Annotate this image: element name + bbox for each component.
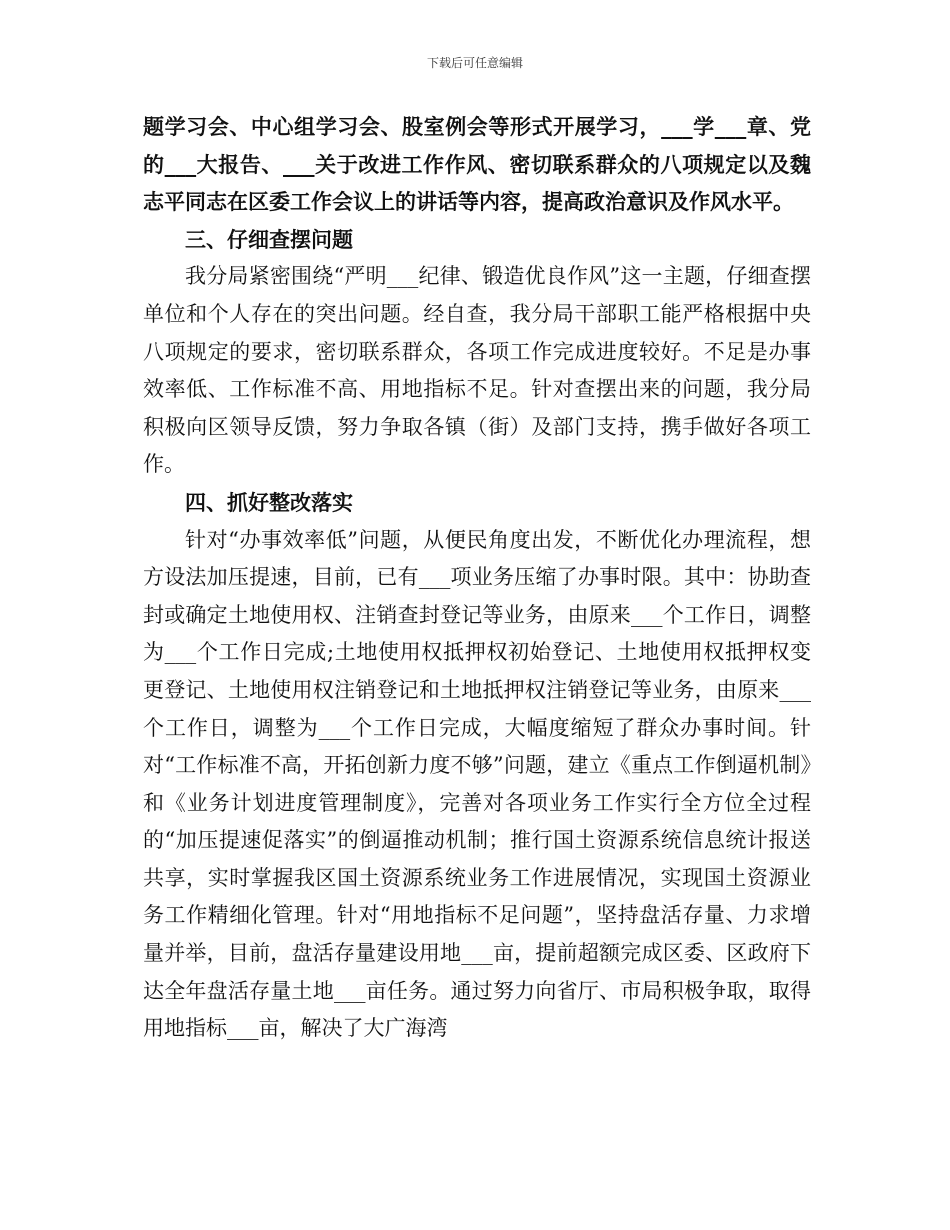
intro-paragraph: 题学习会、中心组学习会、股室例会等形式开展学习，___学___章、党的___大报告、___关于改进工作作风、密切联系群众的八项规定以及魏志平同志在区委工作会议上的讲话等内容，提高政治意识及作风水平。 xyxy=(143,114,811,215)
section-heading-4: 四、抓好整改落实 xyxy=(185,489,353,515)
document-body xyxy=(143,108,811,1048)
page-header-note: 下载后可任意编辑 xyxy=(426,56,523,70)
section-3-paragraph: 我分局紧密围绕“严明___纪律、锻造优良作风”这一主题，仔细查摆单位和个人存在的突出问题。经自查，我分局干部职工能严格根据中央八项规定的要求，密切联系群众，各项工作完成进度较好。不足是办事效率低、工作标准不高、用地指标不足。针对查摆出来的问题，我分局积极向区领导反馈，努力争取各镇（街）及部门支持，携手做好各项工作。 xyxy=(143,264,811,477)
section-heading-3: 三、仔细查摆问题 xyxy=(185,226,353,252)
section-4-paragraph: 针对“办事效率低”问题，从便民角度出发，不断优化办理流程，想方设法加压提速，目前，已有___项业务压缩了办事时限。其中：协助查封或确定土地使用权、注销查封登记等业务，由原来___个工作日，调整为___个工作日完成;土地使用权抵押权初始登记、土地使用权抵押权变更登记、土地使用权注销登记和土地抵押权注销登记等业务，由原来___个工作日，调整为___个工作日完成，大幅度缩短了群众办事时间。针对“工作标准不高，开拓创新力度不够”问题，建立《重点工作倒逼机制》和《业务计划进度管理制度》，完善对各项业务工作实行全方位全过程的“加压提速促落实”的倒逼推动机制；推行国土资源系统信息统计报送共享，实时掌握我区国土资源系统业务工作进展情况，实现国土资源业务工作精细化管理。针对“用地指标不足问题”，坚持盘活存量、力求增量并举，目前，盘活存量建设用地___亩，提前超额完成区委、区政府下达全年盘活存量土地___亩任务。通过努力向省厅、市局积极争取，取得用地指标___亩，解决了大广海湾 xyxy=(143,527,811,1041)
